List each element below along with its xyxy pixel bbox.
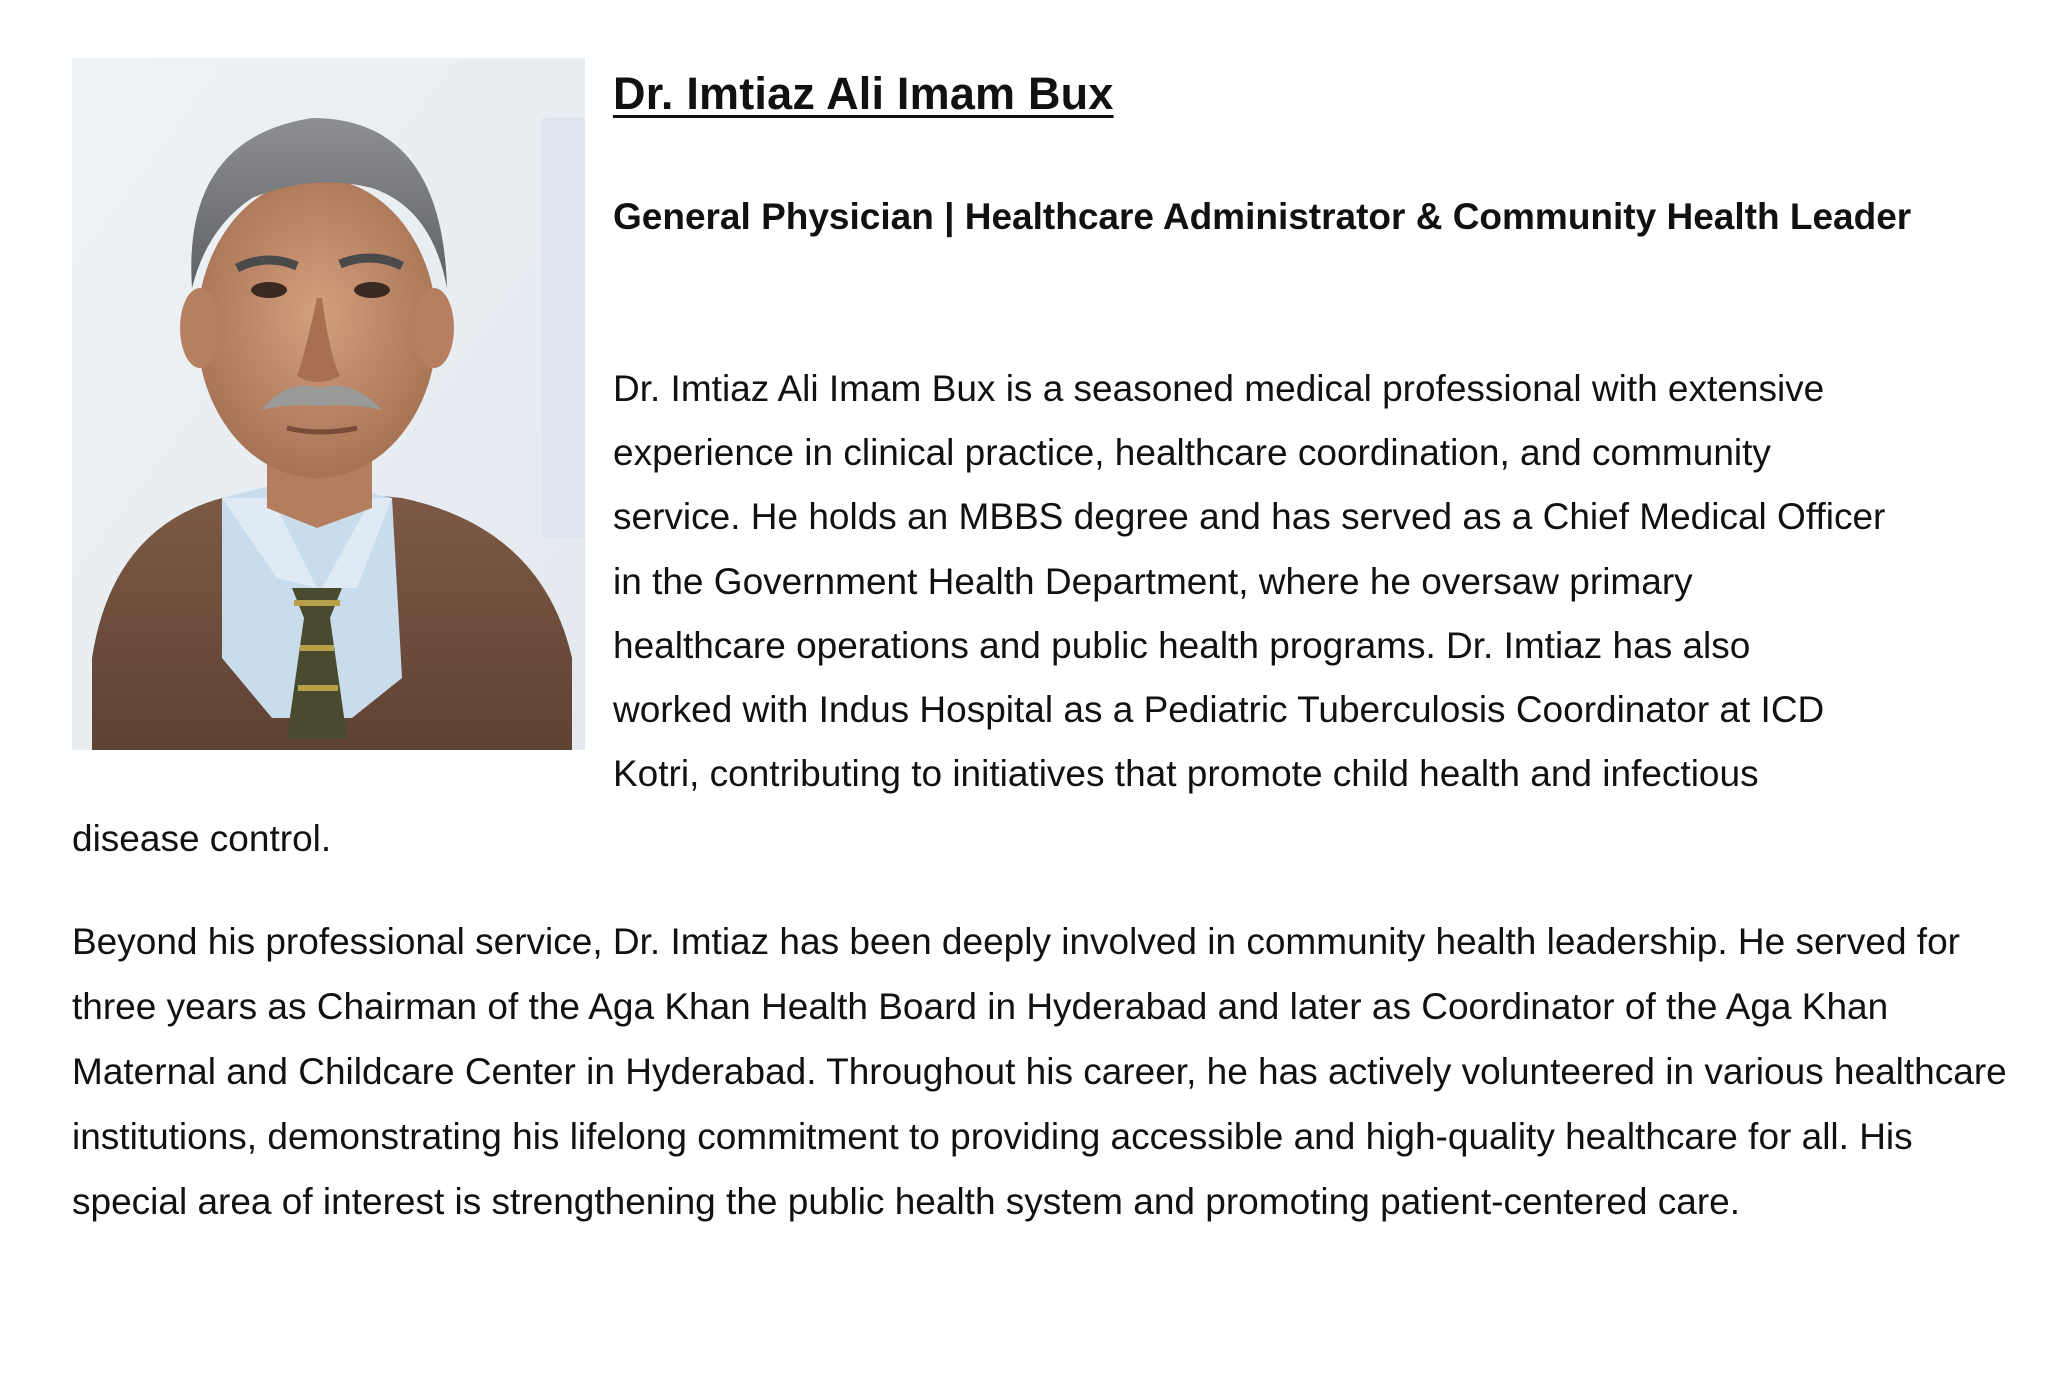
profile-page <box>72 0 2032 1393</box>
bio-line: service. He holds an MBBS degree and has served as a Chief Medical Officer <box>613 496 1886 537</box>
portrait-image <box>72 58 585 750</box>
bio-line: in the Government Health Department, where he oversaw primary <box>613 561 1693 602</box>
bio-line: worked with Indus Hospital as a Pediatric Tuberculosis Coordinator at ICD <box>613 689 1825 730</box>
bio-line: Kotri, contributing to initiatives that promote child health and infectious <box>613 753 1759 794</box>
page-title: Dr. Imtiaz Ali Imam Bux <box>613 68 1114 119</box>
bio-line: disease control. <box>72 818 332 859</box>
profile-subtitle: General Physician | Healthcare Administrator & Community Health Leader <box>613 196 1912 237</box>
bio-line: Dr. Imtiaz Ali Imam Bux is a seasoned medical professional with extensive <box>613 368 1825 409</box>
portrait-photo <box>72 58 585 750</box>
bio-paragraph-2: Beyond his professional service, Dr. Imtiaz has been deeply involved in community health leadership. He served for three years as Chairman of the Aga Khan Health Board in Hyderabad and later as Coordinator of the Aga Khan Maternal and Childcare Center in Hyderabad. Throughout his career, he has actively volunteered in various healthcare institutions, demonstrating his lifelong commitment to providing accessible and high-quality healthcare for all. His special area of interest is strengthening the public health system and promoting patient-centered care. <box>72 921 2007 1222</box>
bio-line: experience in clinical practice, healthcare coordination, and community <box>613 432 1771 473</box>
bio-line: healthcare operations and public health programs. Dr. Imtiaz has also <box>613 625 1751 666</box>
